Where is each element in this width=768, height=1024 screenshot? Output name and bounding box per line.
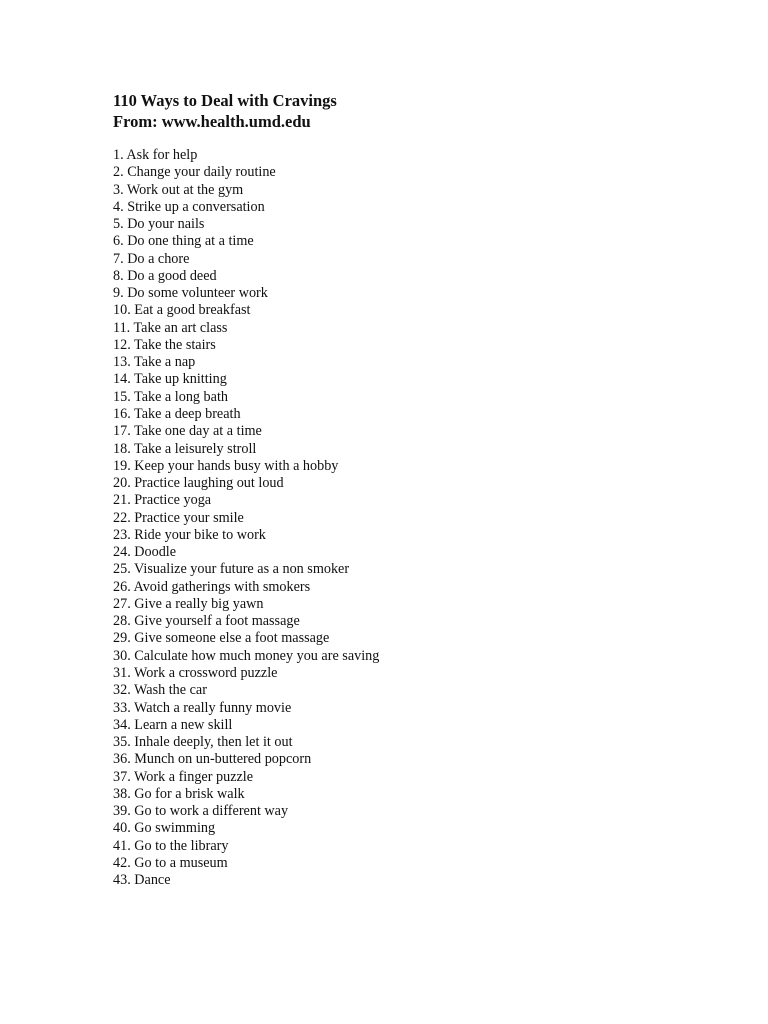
list-item: 21. Practice yoga	[113, 492, 212, 509]
list-item: 8. Do a good deed	[113, 267, 217, 284]
list-item: 40. Go swimming	[113, 820, 216, 837]
list-item: 27. Give a really big yawn	[113, 595, 264, 612]
list-item: 38. Go for a brisk walk	[113, 785, 245, 802]
list-item: 23. Ride your bike to work	[113, 526, 266, 543]
list-item: 9. Do some volunteer work	[113, 285, 268, 302]
list-item: 29. Give someone else a foot massage	[113, 630, 330, 647]
list-item: 11. Take an art class	[113, 319, 228, 336]
list-item: 33. Watch a really funny movie	[113, 699, 292, 716]
list-item: 39. Go to work a different way	[113, 803, 289, 820]
list-item: 36. Munch on un-buttered popcorn	[113, 751, 312, 768]
document-title: 110 Ways to Deal with Cravings	[113, 91, 337, 110]
list-item: 6. Do one thing at a time	[113, 233, 254, 250]
document-source: From: www.health.umd.edu	[113, 112, 311, 131]
list-item: 37. Work a finger puzzle	[113, 768, 254, 785]
list-item: 28. Give yourself a foot massage	[113, 613, 300, 630]
list-item: 26. Avoid gatherings with smokers	[113, 578, 311, 595]
list-item: 19. Keep your hands busy with a hobby	[113, 457, 339, 474]
list-item: 7. Do a chore	[113, 250, 190, 267]
list-item: 34. Learn a new skill	[113, 716, 233, 733]
list-item: 10. Eat a good breakfast	[113, 302, 251, 319]
list-item: 30. Calculate how much money you are saving	[113, 647, 380, 664]
list-item: 12. Take the stairs	[113, 336, 216, 353]
list-item: 2. Change your daily routine	[113, 164, 276, 181]
tips-list	[113, 147, 379, 889]
list-item: 1. Ask for help	[113, 147, 198, 163]
list-item: 18. Take a leisurely stroll	[113, 440, 257, 457]
list-item: 5. Do your nails	[113, 216, 205, 233]
list-item: 22. Practice your smile	[113, 509, 244, 526]
list-item: 15. Take a long bath	[113, 388, 228, 405]
list-item: 32. Wash the car	[113, 682, 207, 699]
list-item: 42. Go to a museum	[113, 854, 228, 871]
list-item: 31. Work a crossword puzzle	[113, 664, 278, 681]
document-header	[113, 90, 337, 132]
list-item: 20. Practice laughing out loud	[113, 475, 284, 492]
list-item: 24. Doodle	[113, 544, 177, 561]
list-item: 4. Strike up a conversation	[113, 198, 265, 215]
list-item: 16. Take a deep breath	[113, 405, 241, 422]
list-item: 14. Take up knitting	[113, 371, 227, 388]
list-item: 43. Dance	[113, 872, 171, 889]
list-item: 3. Work out at the gym	[113, 181, 244, 198]
list-item: 41. Go to the library	[113, 837, 229, 854]
list-item: 13. Take a nap	[113, 354, 196, 371]
list-item: 35. Inhale deeply, then let it out	[113, 734, 293, 751]
list-item: 25. Visualize your future as a non smoker	[113, 561, 350, 578]
list-item: 17. Take one day at a time	[113, 423, 262, 440]
